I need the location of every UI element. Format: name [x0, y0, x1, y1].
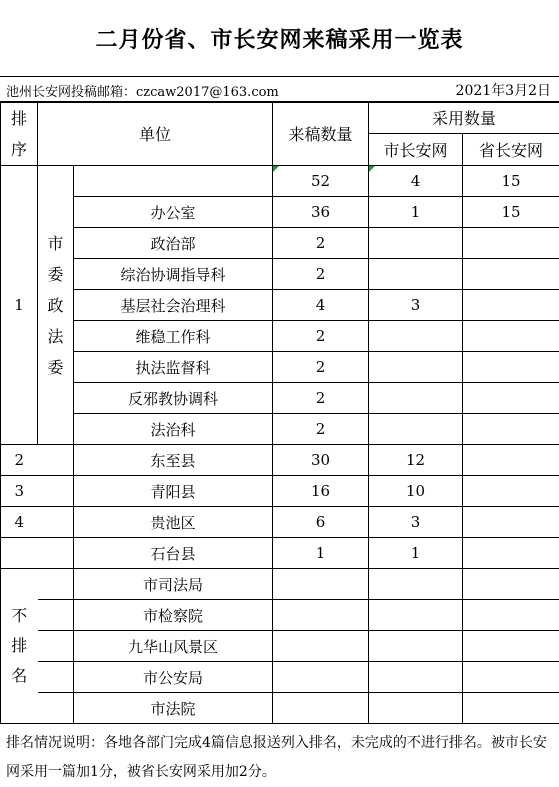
unit-cell: 石台县: [74, 538, 273, 569]
city-cell: 10: [369, 476, 463, 507]
province-cell: [463, 321, 559, 352]
province-cell: [463, 445, 559, 476]
header-line: [0, 76, 559, 103]
cell-marker: [273, 166, 279, 172]
blank-cell: [38, 600, 74, 631]
group1-rank: 1: [1, 166, 38, 445]
city-cell: [369, 569, 463, 600]
table-row: [1, 166, 559, 197]
table-row: [1, 476, 559, 507]
unit-cell: 综治协调指导科: [74, 259, 273, 290]
unit-cell: 东至县: [74, 445, 273, 476]
table-row: [1, 662, 559, 693]
unranked-label: 不排名: [1, 569, 38, 724]
submitted-cell: 2: [273, 321, 369, 352]
city-cell: [369, 631, 463, 662]
blank-cell: [38, 662, 74, 693]
submitted-cell: 2: [273, 259, 369, 290]
rank-cell: 2: [1, 445, 38, 476]
blank-cell: [38, 445, 74, 476]
group1-name: 市委政法委: [38, 166, 74, 445]
province-cell: [463, 228, 559, 259]
blank-cell: [38, 693, 74, 724]
submitted-cell: 6: [273, 507, 369, 538]
cell-marker: [369, 166, 375, 172]
table-row: [1, 383, 559, 414]
table-row: [1, 352, 559, 383]
header-adopted: 采用数量: [369, 102, 559, 134]
submitted-cell: 2: [273, 352, 369, 383]
city-cell: 12: [369, 445, 463, 476]
submitted-cell: [273, 631, 369, 662]
city-cell: 1: [369, 197, 463, 228]
ranking-note: 排名情况说明：各地各部门完成4篇信息报送列入排名，未完成的不进行排名。被市长安网采用一篇加1分，被省长安网采用加2分。: [0, 723, 559, 787]
unit-cell: 维稳工作科: [74, 321, 273, 352]
blank-cell: [38, 507, 74, 538]
blank-cell: [38, 538, 74, 569]
table-row: [1, 631, 559, 662]
header-city-site: 市长安网: [369, 134, 463, 166]
unit-cell: 青阳县: [74, 476, 273, 507]
unit-cell: 法治科: [74, 414, 273, 445]
unit-cell: 市法院: [74, 693, 273, 724]
unit-cell: 市检察院: [74, 600, 273, 631]
table-header-row: [1, 102, 559, 134]
header-rank: 排序: [1, 102, 38, 166]
submitted-cell: 30: [273, 445, 369, 476]
group1-total-submitted: 52: [273, 166, 369, 197]
table-row: [1, 445, 559, 476]
submitted-cell: 36: [273, 197, 369, 228]
table-row: [1, 600, 559, 631]
report-date: 2021年3月2日: [455, 83, 551, 99]
unit-cell: 办公室: [74, 197, 273, 228]
unit-cell: 反邪教协调科: [74, 383, 273, 414]
province-cell: [463, 693, 559, 724]
header-unit: 单位: [38, 102, 273, 166]
table-row: [1, 321, 559, 352]
rank-cell: [1, 538, 38, 569]
submitted-cell: [273, 600, 369, 631]
unit-cell: 政治部: [74, 228, 273, 259]
unit-cell: 市公安局: [74, 662, 273, 693]
page-title: 二月份省、市长安网来稿采用一览表: [95, 27, 464, 53]
submitted-cell: [273, 662, 369, 693]
unit-cell: 基层社会治理科: [74, 290, 273, 321]
city-cell: [369, 693, 463, 724]
province-cell: [463, 383, 559, 414]
table-row: [1, 259, 559, 290]
city-cell: [369, 414, 463, 445]
province-cell: [463, 600, 559, 631]
table-row: [1, 228, 559, 259]
city-cell: [369, 259, 463, 290]
blank-cell: [38, 631, 74, 662]
submitted-cell: 2: [273, 228, 369, 259]
submitted-cell: 2: [273, 414, 369, 445]
province-cell: [463, 538, 559, 569]
unit-cell: 贵池区: [74, 507, 273, 538]
table-row: [1, 197, 559, 228]
blank-cell: [38, 476, 74, 507]
email-label: 池州长安网投稿邮箱：czcaw2017@163.com: [6, 85, 279, 100]
table-row: [1, 507, 559, 538]
province-cell: [463, 569, 559, 600]
submitted-cell: 16: [273, 476, 369, 507]
province-cell: [463, 352, 559, 383]
table-row: [1, 290, 559, 321]
city-cell: [369, 600, 463, 631]
province-cell: [463, 476, 559, 507]
unit-cell: 九华山风景区: [74, 631, 273, 662]
city-cell: 3: [369, 290, 463, 321]
city-cell: 1: [369, 538, 463, 569]
adoption-table: [0, 101, 559, 724]
city-cell: [369, 228, 463, 259]
province-cell: [463, 414, 559, 445]
group1-total-city: 4: [369, 166, 463, 197]
submitted-cell: 1: [273, 538, 369, 569]
table-row: [1, 538, 559, 569]
city-cell: [369, 383, 463, 414]
submitted-cell: 2: [273, 383, 369, 414]
city-cell: [369, 321, 463, 352]
rank-cell: 3: [1, 476, 38, 507]
unit-cell: 执法监督科: [74, 352, 273, 383]
table-row: [1, 414, 559, 445]
rank-cell: 4: [1, 507, 38, 538]
submitted-cell: [273, 693, 369, 724]
province-cell: [463, 631, 559, 662]
blank-cell: [38, 569, 74, 600]
group1-total-province: 15: [463, 166, 559, 197]
province-cell: [463, 259, 559, 290]
city-cell: [369, 662, 463, 693]
province-cell: [463, 290, 559, 321]
submitted-cell: [273, 569, 369, 600]
group1-total-unit: [74, 166, 273, 197]
city-cell: 3: [369, 507, 463, 538]
header-province-site: 省长安网: [463, 134, 559, 166]
city-cell: [369, 352, 463, 383]
unit-cell: 市司法局: [74, 569, 273, 600]
header-submitted: 来稿数量: [273, 102, 369, 166]
province-cell: [463, 507, 559, 538]
submitted-cell: 4: [273, 290, 369, 321]
province-cell: 15: [463, 197, 559, 228]
table-row: [1, 569, 559, 600]
province-cell: [463, 662, 559, 693]
table-row: [1, 693, 559, 724]
